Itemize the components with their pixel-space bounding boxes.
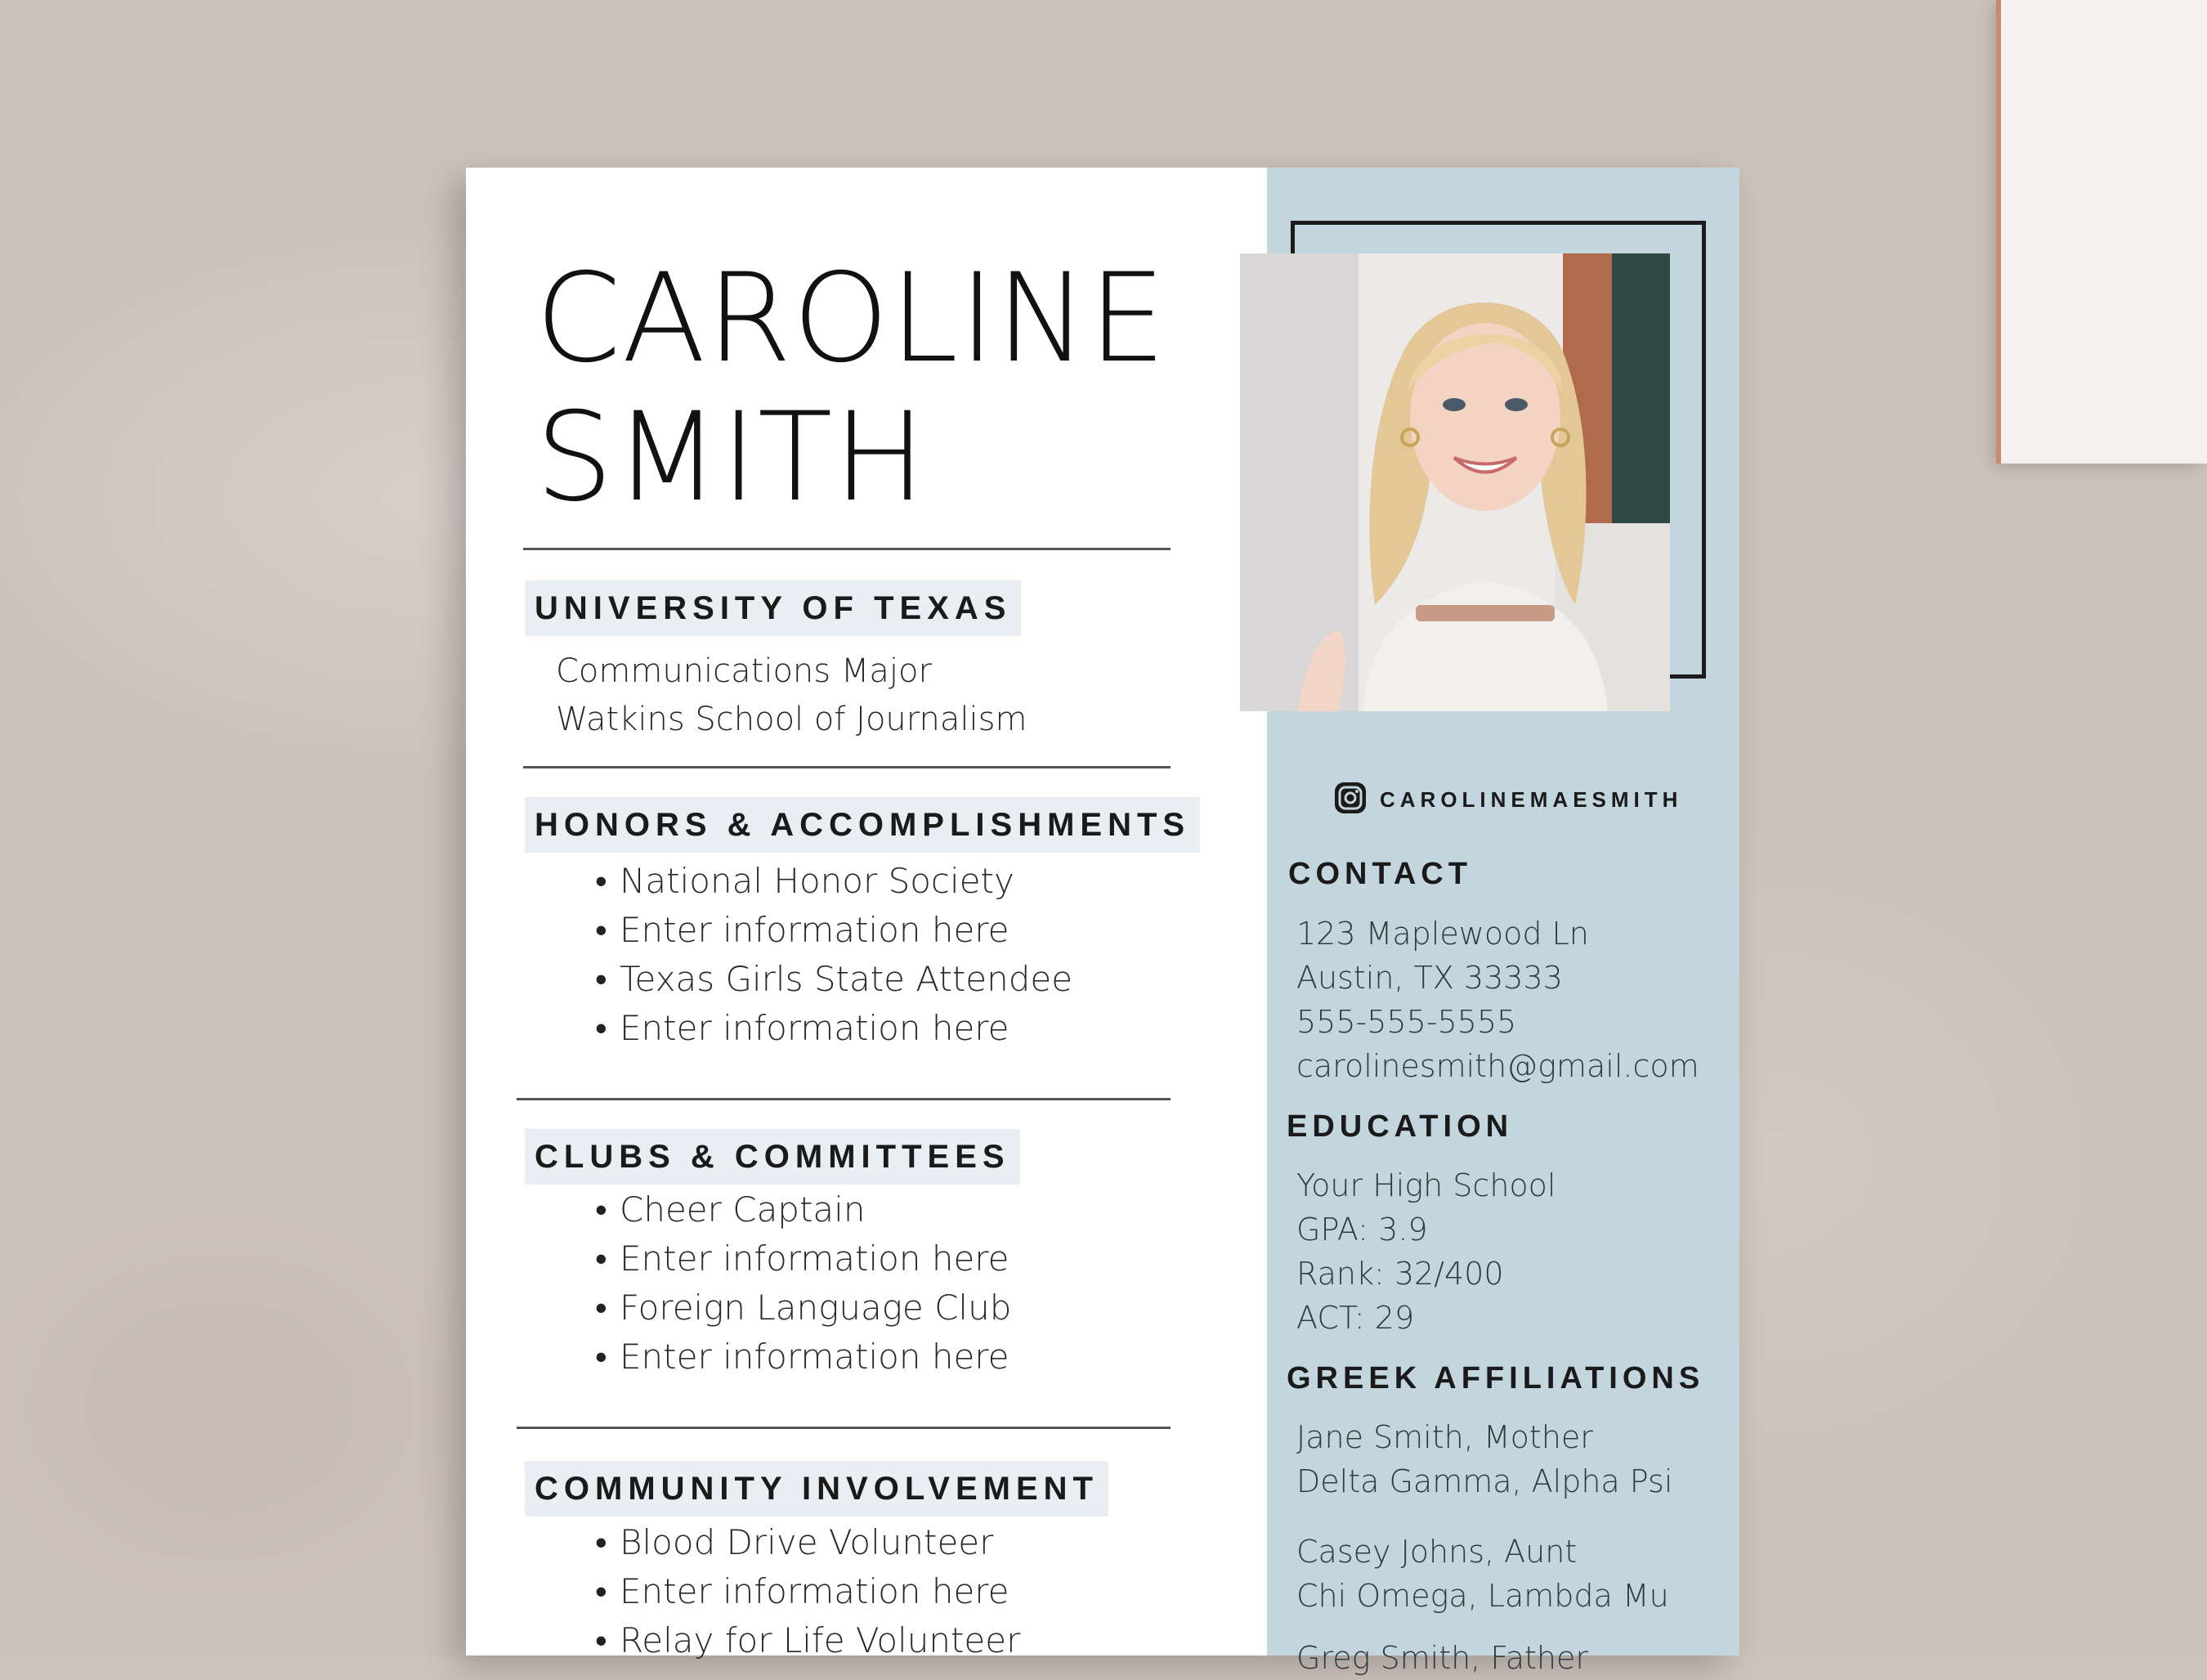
greek-group-2 [1296,1530,1669,1618]
first-name: CAROLINE [535,248,1167,390]
portrait-illustration [1240,253,1670,711]
instagram-handle: CAROLINEMAESMITH [1380,786,1683,812]
list-item: • Relay for Life Volunteer [595,1616,1020,1665]
greek-heading: GREEK AFFILIATIONS [1287,1361,1705,1396]
instagram-row [1332,777,1682,822]
community-list [595,1518,1020,1665]
education-lines [1296,1163,1556,1340]
greek-group-3 [1296,1636,1588,1680]
contact-city-line: Austin, TX 33333 [1296,960,1563,996]
resume-sheet [466,168,1739,1676]
divider-rule [517,1427,1171,1429]
clubs-heading: CLUBS & COMMITTEES [525,1129,1020,1185]
education-school: Your High School [1296,1167,1556,1203]
university-line-1: Communications Major [556,652,932,690]
greek-group-1 [1296,1415,1672,1503]
list-item: • Texas Girls State Attendee [595,955,1072,1004]
list-item: • Enter information here [595,906,1072,955]
list-item: • Enter information here [595,1004,1072,1053]
university-heading: UNIVERSITY OF TEXAS [525,580,1021,636]
education-act: ACT: 29 [1296,1300,1415,1336]
contact-email: carolinesmith@gmail.com [1296,1048,1699,1084]
greek-relative: Jane Smith, Mother [1296,1419,1593,1455]
contact-address-line: 123 Maplewood Ln [1296,916,1589,952]
divider-rule [517,1098,1171,1100]
divider-rule [523,548,1171,550]
education-gpa: GPA: 3.9 [1296,1212,1428,1248]
last-name: SMITH [535,387,927,529]
contact-phone: 555-555-5555 [1296,1004,1517,1040]
list-item: • Enter information here [595,1234,1011,1284]
contact-heading: CONTACT [1288,857,1472,891]
divider-rule [523,766,1171,768]
contact-lines [1296,912,1699,1088]
education-heading: EDUCATION [1287,1109,1514,1144]
university-line-2: Watkins School of Journalism [556,701,1027,738]
list-item: • Enter information here [595,1333,1011,1382]
list-item: • Foreign Language Club [595,1284,1011,1333]
candidate-name [535,249,1189,527]
clubs-list [595,1185,1011,1382]
corner-paper-card [2001,0,2207,464]
greek-relative: Casey Johns, Aunt [1296,1534,1578,1570]
honors-heading: HONORS & ACCOMPLISHMENTS [525,797,1200,853]
list-item: • National Honor Society [595,857,1072,906]
profile-photo [1240,253,1670,711]
greek-chapter: Delta Gamma, Alpha Psi [1296,1463,1673,1499]
instagram-icon [1332,780,1368,819]
community-heading: COMMUNITY INVOLVEMENT [525,1461,1108,1516]
greek-relative: Greg Smith, Father [1296,1640,1588,1676]
list-item: • Enter information here [595,1567,1020,1616]
greek-chapter: Chi Omega, Lambda Mu [1296,1578,1669,1614]
honors-list [595,857,1072,1053]
education-rank: Rank: 32/400 [1296,1256,1504,1292]
list-item: • Blood Drive Volunteer [595,1518,1020,1567]
list-item: • Cheer Captain [595,1185,1011,1234]
